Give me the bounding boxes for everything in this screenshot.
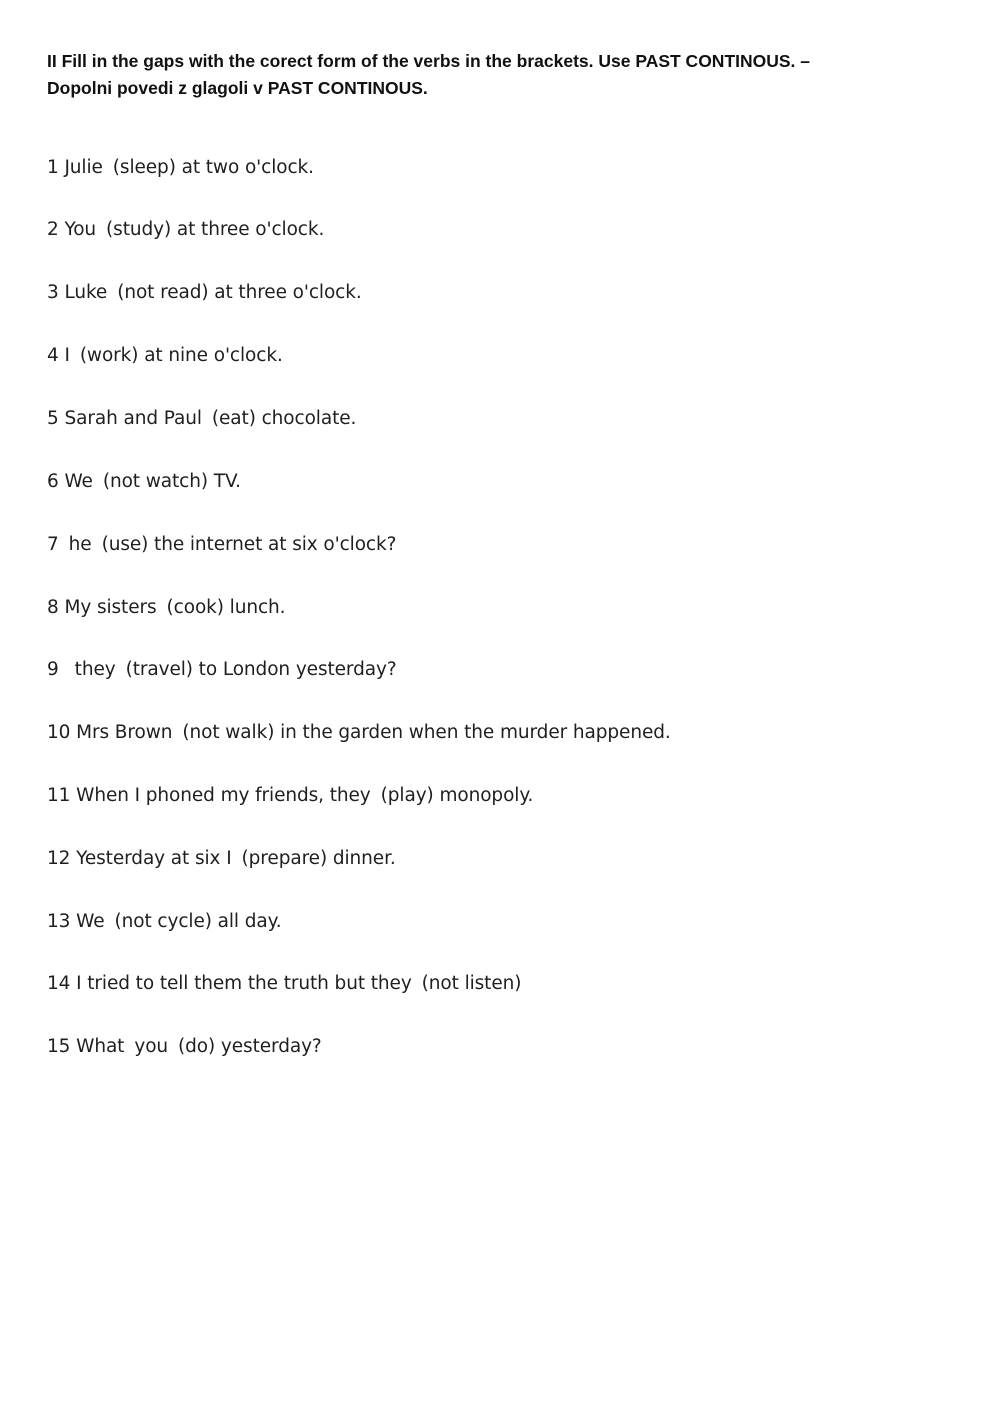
exercise-8 [47, 596, 987, 620]
exercise-6-subject: 6 We [47, 471, 93, 492]
exercise-7-subject: he [68, 534, 92, 555]
exercise-9 [47, 658, 987, 682]
exercise-13 [47, 910, 987, 934]
instructions-line-1: II Fill in the gaps with the corect form of the verbs in the brackets. Use PAST CONTINOUS. – [47, 51, 811, 71]
exercise-9-number: 9 [47, 659, 59, 680]
exercise-3 [47, 281, 987, 305]
exercise-6 [47, 470, 987, 494]
exercise-11 [47, 784, 987, 808]
exercise-2-verb: (study) at three o'clock. [106, 219, 325, 240]
exercise-4 [47, 344, 987, 368]
exercise-1-verb: (sleep) at two o'clock. [112, 157, 314, 178]
exercise-9-subject: they [74, 659, 116, 680]
exercise-4-subject: 4 I [47, 345, 70, 366]
exercise-1-subject: 1 Julie [47, 157, 103, 178]
exercise-5 [47, 407, 987, 431]
exercise-7-verb: (use) the internet at six o'clock? [101, 534, 397, 555]
exercise-15 [47, 1035, 987, 1059]
instructions-line-2: Dopolni povedi z glagoli v PAST CONTINOUS. [47, 78, 428, 98]
exercise-9-verb: (travel) to London yesterday? [125, 659, 397, 680]
exercise-10-verb: (not walk) in the garden when the murder happened. [182, 722, 671, 743]
exercise-14-subject: 14 I tried to tell them the truth but they [47, 973, 412, 994]
exercise-1 [47, 156, 987, 180]
exercise-13-subject: 13 We [47, 911, 105, 932]
exercise-7 [47, 533, 987, 557]
exercise-12-subject: 12 Yesterday at six I [47, 848, 232, 869]
exercise-8-verb: (cook) lunch. [166, 597, 286, 618]
exercise-7-number: 7 [47, 534, 59, 555]
exercise-13-verb: (not cycle) all day. [114, 911, 282, 932]
exercise-15-number: 15 What [47, 1036, 125, 1057]
exercise-3-subject: 3 Luke [47, 282, 108, 303]
exercise-6-verb: (not watch) TV. [102, 471, 241, 492]
exercise-2-subject: 2 You [47, 219, 97, 240]
exercise-4-verb: (work) at nine o'clock. [79, 345, 283, 366]
exercise-5-subject: 5 Sarah and Paul [47, 408, 202, 429]
exercise-15-verb: (do) yesterday? [178, 1036, 322, 1057]
exercise-3-verb: (not read) at three o'clock. [117, 282, 362, 303]
exercise-10 [47, 721, 987, 745]
exercise-10-subject: 10 Mrs Brown [47, 722, 173, 743]
exercise-15-subject: you [134, 1036, 169, 1057]
exercise-8-subject: 8 My sisters [47, 597, 157, 618]
exercise-14 [47, 972, 987, 996]
instructions [47, 48, 967, 102]
exercise-2 [47, 218, 987, 242]
exercise-14-verb: (not listen) [421, 973, 522, 994]
exercise-12 [47, 847, 987, 871]
exercise-11-subject: 11 When I phoned my friends, they [47, 785, 371, 806]
exercise-12-verb: (prepare) dinner. [241, 848, 396, 869]
exercise-5-verb: (eat) chocolate. [211, 408, 357, 429]
exercise-11-verb: (play) monopoly. [380, 785, 534, 806]
